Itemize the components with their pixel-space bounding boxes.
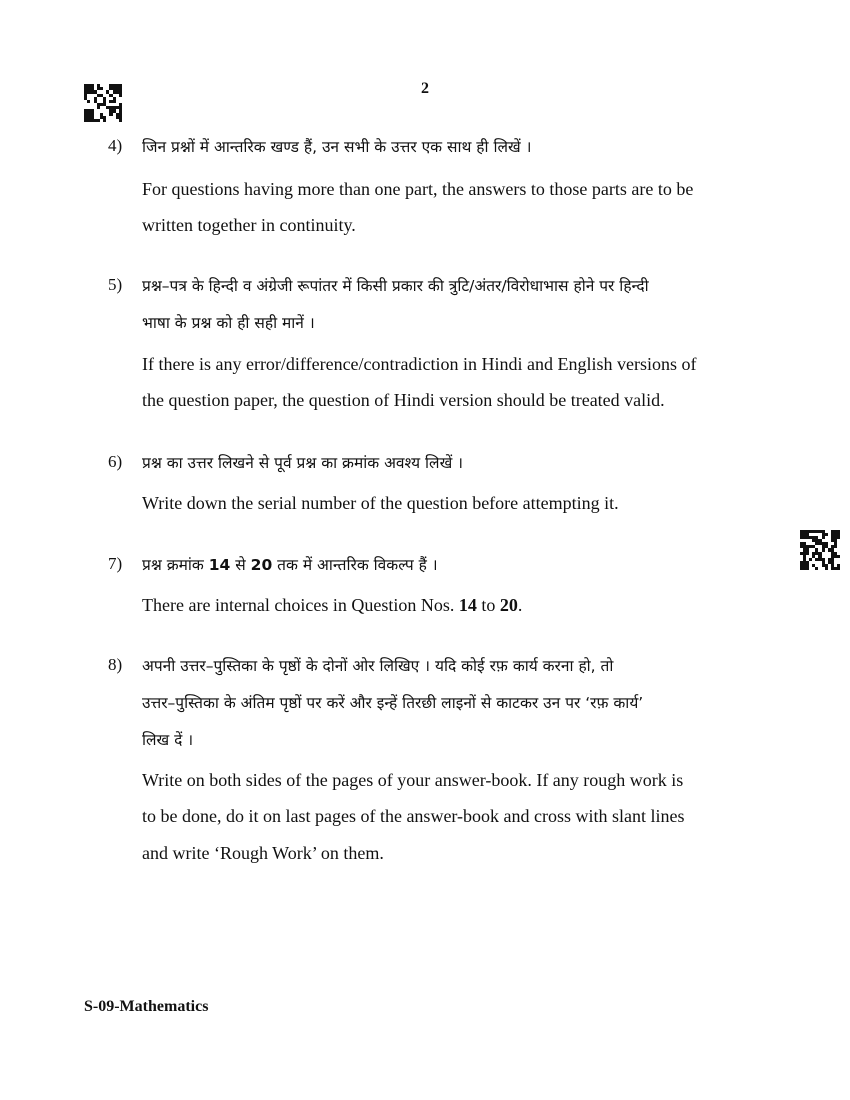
hindi-text: प्रश्न–पत्र के हिन्दी व अंग्रेजी रूपांतर में किसी प्रकार की त्रुटि/अंतर/विरोधाभास होने पर हिन्दी (142, 277, 649, 295)
hindi-text: उत्तर–पुस्तिका के अंतिम पृष्ठों पर करें और इन्हें तिरछी लाइनों से काटकर उन पर ‘रफ़ कार्य’ (142, 694, 644, 712)
subject-code: S-09-Mathematics (84, 998, 209, 1015)
hindi-text: प्रश्न का उत्तर लिखने से पूर्व प्रश्न का क्रमांक अवश्य लिखें । (142, 454, 464, 472)
hindi-text: अपनी उत्तर–पुस्तिका के पृष्ठों के दोनों ओर लिखिए । यदि कोई रफ़ कार्य करना हो, तो (142, 657, 614, 675)
hindi-text: प्रश्न क्रमांक 14 से 20 तक में आन्तरिक विकल्प हैं । (142, 556, 438, 574)
english-text: For questions having more than one part, the answers to those parts are to be (142, 179, 694, 199)
qr-code-icon (84, 84, 122, 122)
instruction-number: 6) (108, 452, 123, 471)
english-text: the question paper, the question of Hindi version should be treated valid. (142, 390, 665, 410)
english-text: to be done, do it on last pages of the answer-book and cross with slant lines (142, 806, 685, 826)
instruction-number: 4) (108, 136, 123, 155)
hindi-text: भाषा के प्रश्न को ही सही मानें । (142, 314, 315, 332)
instruction-number: 5) (108, 275, 123, 294)
hindi-text: लिख दें । (142, 731, 194, 749)
english-text: Write down the serial number of the question before attempting it. (142, 493, 619, 513)
instruction-number: 7) (108, 554, 123, 573)
english-text: There are internal choices in Question Nos. 14 to 20. (142, 595, 523, 615)
qr-code-icon (800, 530, 840, 570)
english-text: and write ‘Rough Work’ on them. (142, 843, 384, 863)
english-text: If there is any error/difference/contradiction in Hindi and English versions of (142, 354, 697, 374)
instruction-number: 8) (108, 655, 123, 674)
english-text: Write on both sides of the pages of your answer-book. If any rough work is (142, 770, 684, 790)
hindi-text: जिन प्रश्नों में आन्तरिक खण्ड हैं, उन सभी के उत्तर एक साथ ही लिखें । (142, 138, 532, 156)
page-number: 2 (421, 80, 429, 97)
english-text: written together in continuity. (142, 215, 356, 235)
